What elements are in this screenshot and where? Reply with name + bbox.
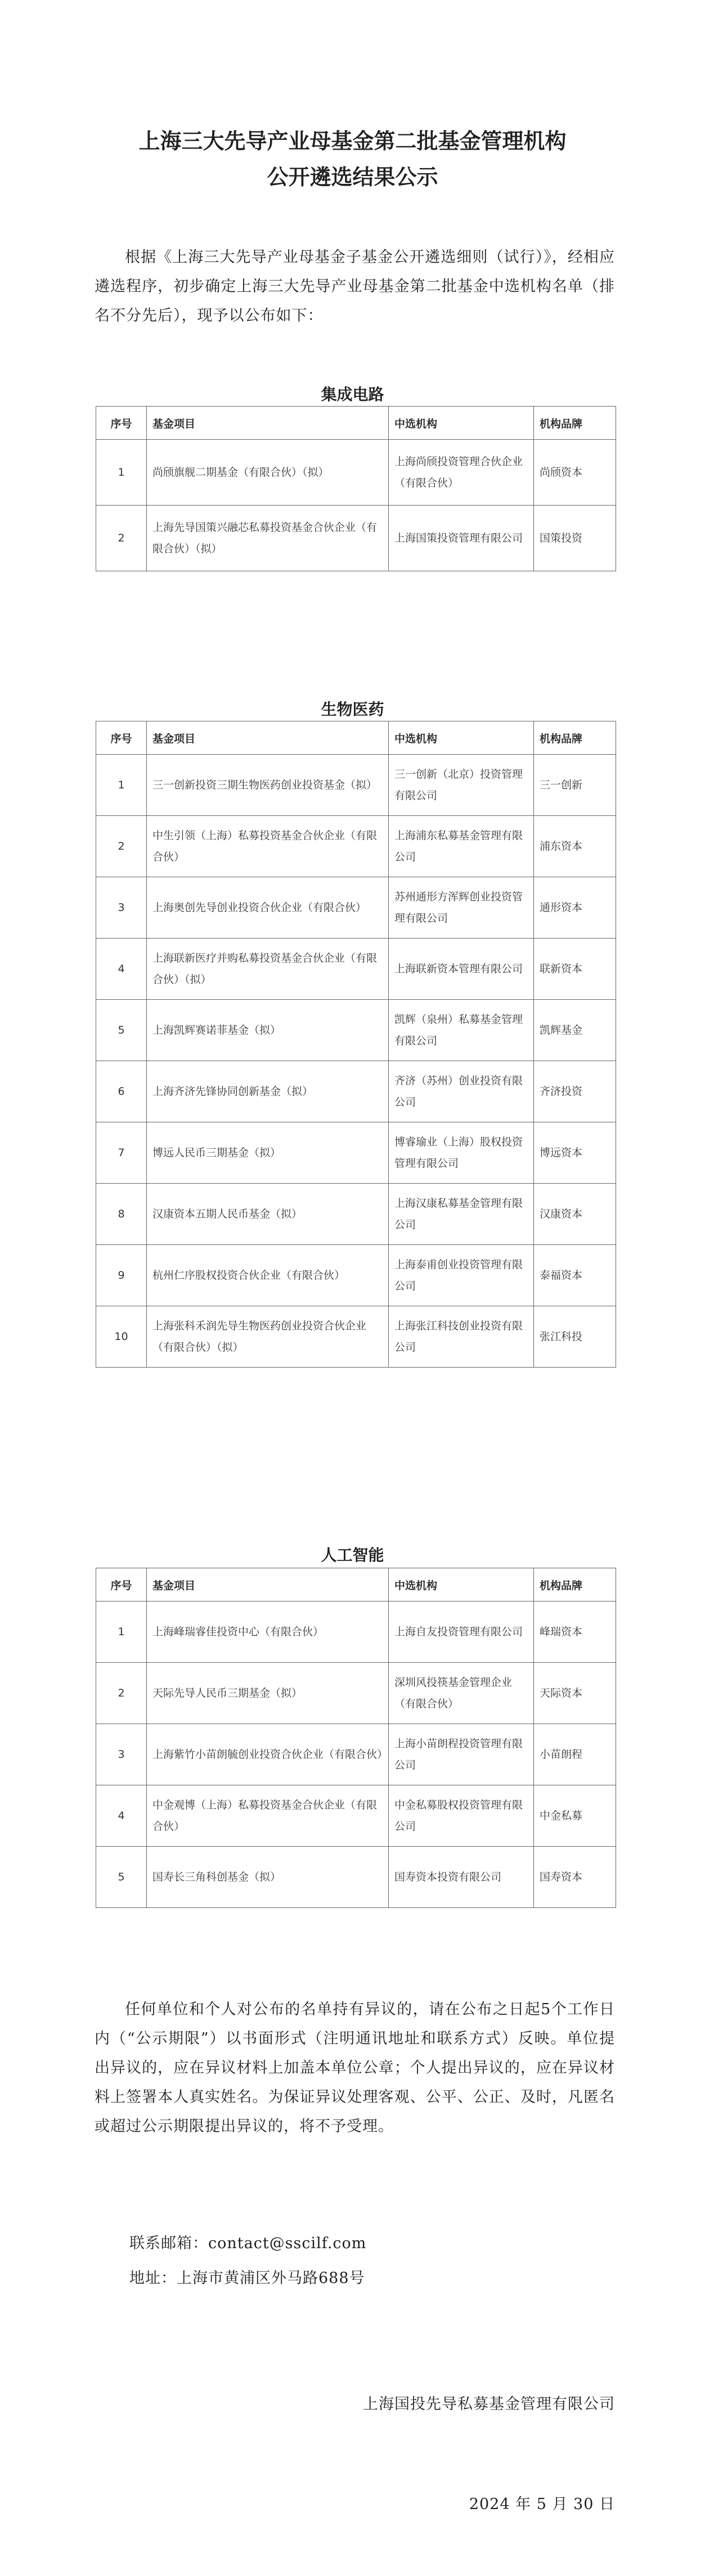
cell-org: 凯辉（泉州）私募基金管理有限公司 [389,1000,534,1061]
document-title-line2: 公开遴选结果公示 [267,165,438,190]
cell-org: 上海汉康私募基金管理有限公司 [389,1184,534,1245]
header-fund: 基金项目 [147,721,389,755]
cell-no: 4 [96,939,147,1000]
cell-brand: 国策投资 [534,506,616,571]
table-row [96,1663,616,1724]
cell-org: 国寿资本投资有限公司 [389,1847,534,1908]
cell-brand: 泰福资本 [534,1245,616,1306]
signature-date: 2024 年 5 月 30 日 [469,2496,615,2513]
cell-fund: 上海联新医疗并购私募投资基金合伙企业（有限合伙）（拟） [147,939,389,1000]
table-ic [96,406,616,571]
cell-fund: 上海紫竹小苗朗毓创业投资合伙企业（有限合伙） [147,1724,389,1785]
table-row [96,1724,616,1785]
signature-org: 上海国投先导私募基金管理有限公司 [363,2395,615,2413]
cell-org: 上海浦东私募基金管理有限公司 [389,816,534,877]
cell-brand: 联新资本 [534,939,616,1000]
header-brand: 机构品牌 [534,407,616,440]
intro-paragraph: 根据《上海三大先导产业母基金子基金公开遴选细则（试行）》，经相应遴选程序，初步确定上海三大先导产业母基金第二批基金中选机构名单（排名不分先后），现予以公布如下： [95,249,615,324]
cell-org: 上海尚颀投资管理合伙企业（有限合伙） [389,440,534,506]
objection-notice: 任何单位和个人对公布的名单持有异议的，请在公布之日起5个工作日内（“公示期限”）以书面形式（注明通讯地址和联系方式）反映。单位提出异议的，应在异议材料上加盖本单位公章；个人提出异议的，应在异议材料上签署本人真实姓名。为保证异议处理客观、公平、公正、及时，凡匿名或超过公示期限提出异议的，将不予受理。 [95,2001,615,2135]
header-brand: 机构品牌 [534,721,616,755]
cell-fund: 杭州仁序股权投资合伙企业（有限合伙） [147,1245,389,1306]
table-row [96,939,616,1000]
table-row [96,1785,616,1847]
cell-fund: 中生引领（上海）私募投资基金合伙企业（有限合伙） [147,816,389,877]
cell-brand: 中金私募 [534,1785,616,1847]
table-row [96,1122,616,1184]
cell-fund: 上海先导国策兴融芯私募投资基金合伙企业（有限合伙）（拟） [147,506,389,571]
cell-no: 6 [96,1061,147,1122]
cell-org: 上海国策投资管理有限公司 [389,506,534,571]
cell-org: 深圳风投筷基金管理企业（有限合伙） [389,1663,534,1724]
cell-no: 5 [96,1847,147,1908]
cell-org: 上海张江科技创业投资有限公司 [389,1306,534,1368]
header-fund: 基金项目 [147,407,389,440]
cell-org: 上海小苗朗程投资管理有限公司 [389,1724,534,1785]
table-header-row [96,407,616,440]
cell-brand: 通形资本 [534,877,616,939]
cell-brand: 三一创新 [534,755,616,816]
table-row [96,1306,616,1368]
section-title-ic: 集成电路 [321,385,384,404]
section-title-ai: 人工智能 [321,1546,384,1564]
header-brand: 机构品牌 [534,1568,616,1601]
cell-no: 1 [96,440,147,506]
document-title-line1: 上海三大先导产业母基金第二批基金管理机构 [138,129,567,154]
cell-no: 9 [96,1245,147,1306]
cell-fund: 上海峰瑞睿佳投资中心（有限合伙） [147,1601,389,1663]
contact-address: 地址：上海市黄浦区外马路688号 [129,2270,365,2287]
table-row [96,440,616,506]
cell-fund: 三一创新投资三期生物医药创业投资基金（拟） [147,755,389,816]
header-no: 序号 [96,1568,147,1601]
table-row [96,506,616,571]
header-org: 中选机构 [389,721,534,755]
cell-org: 上海联新资本管理有限公司 [389,939,534,1000]
cell-org: 苏州通形方浑辉创业投资管理有限公司 [389,877,534,939]
cell-brand: 汉康资本 [534,1184,616,1245]
cell-org: 博睿瑜业（上海）股权投资管理有限公司 [389,1122,534,1184]
cell-no: 4 [96,1785,147,1847]
cell-fund: 上海张科禾润先导生物医药创业投资合伙企业（有限合伙）（拟） [147,1306,389,1368]
contact-email: 联系邮箱：contact@sscilf.com [129,2235,367,2252]
table-row [96,1184,616,1245]
cell-brand: 齐济投资 [534,1061,616,1122]
cell-no: 2 [96,506,147,571]
cell-org: 上海泰甫创业投资管理有限公司 [389,1245,534,1306]
cell-brand: 天际资本 [534,1663,616,1724]
cell-no: 3 [96,1724,147,1785]
cell-no: 3 [96,877,147,939]
header-no: 序号 [96,721,147,755]
table-row [96,755,616,816]
table-row [96,1847,616,1908]
cell-org: 上海自友投资管理有限公司 [389,1601,534,1663]
cell-brand: 博远资本 [534,1122,616,1184]
cell-no: 5 [96,1000,147,1061]
cell-no: 1 [96,755,147,816]
cell-fund: 中金观博（上海）私募投资基金合伙企业（有限合伙） [147,1785,389,1847]
cell-fund: 国寿长三角科创基金（拟） [147,1847,389,1908]
table-bio [96,721,616,1368]
cell-fund: 天际先导人民币三期基金（拟） [147,1663,389,1724]
cell-no: 7 [96,1122,147,1184]
cell-fund: 博远人民币三期基金（拟） [147,1122,389,1184]
cell-brand: 小苗朗程 [534,1724,616,1785]
section-title-bio: 生物医药 [321,700,384,719]
cell-fund: 上海凯辉赛诺菲基金（拟） [147,1000,389,1061]
table-row [96,1061,616,1122]
cell-brand: 张江科投 [534,1306,616,1368]
cell-brand: 尚颀资本 [534,440,616,506]
cell-brand: 国寿资本 [534,1847,616,1908]
table-row [96,816,616,877]
cell-no: 10 [96,1306,147,1368]
cell-no: 8 [96,1184,147,1245]
cell-no: 1 [96,1601,147,1663]
cell-no: 2 [96,1663,147,1724]
header-fund: 基金项目 [147,1568,389,1601]
cell-no: 2 [96,816,147,877]
table-header-row [96,1568,616,1601]
cell-fund: 尚颀旗舰二期基金（有限合伙）（拟） [147,440,389,506]
table-row [96,1245,616,1306]
cell-fund: 上海齐济先锋协同创新基金（拟） [147,1061,389,1122]
cell-brand: 峰瑞资本 [534,1601,616,1663]
cell-org: 三一创新（北京）投资管理有限公司 [389,755,534,816]
table-ai [96,1568,616,1908]
cell-fund: 汉康资本五期人民币基金（拟） [147,1184,389,1245]
header-no: 序号 [96,407,147,440]
cell-brand: 浦东资本 [534,816,616,877]
cell-org: 中金私募股权投资管理有限公司 [389,1785,534,1847]
header-org: 中选机构 [389,1568,534,1601]
cell-org: 齐济（苏州）创业投资有限公司 [389,1061,534,1122]
cell-fund: 上海奥创先导创业投资合伙企业（有限合伙） [147,877,389,939]
table-header-row [96,721,616,755]
header-org: 中选机构 [389,407,534,440]
cell-brand: 凯辉基金 [534,1000,616,1061]
table-row [96,877,616,939]
table-row [96,1000,616,1061]
table-row [96,1601,616,1663]
